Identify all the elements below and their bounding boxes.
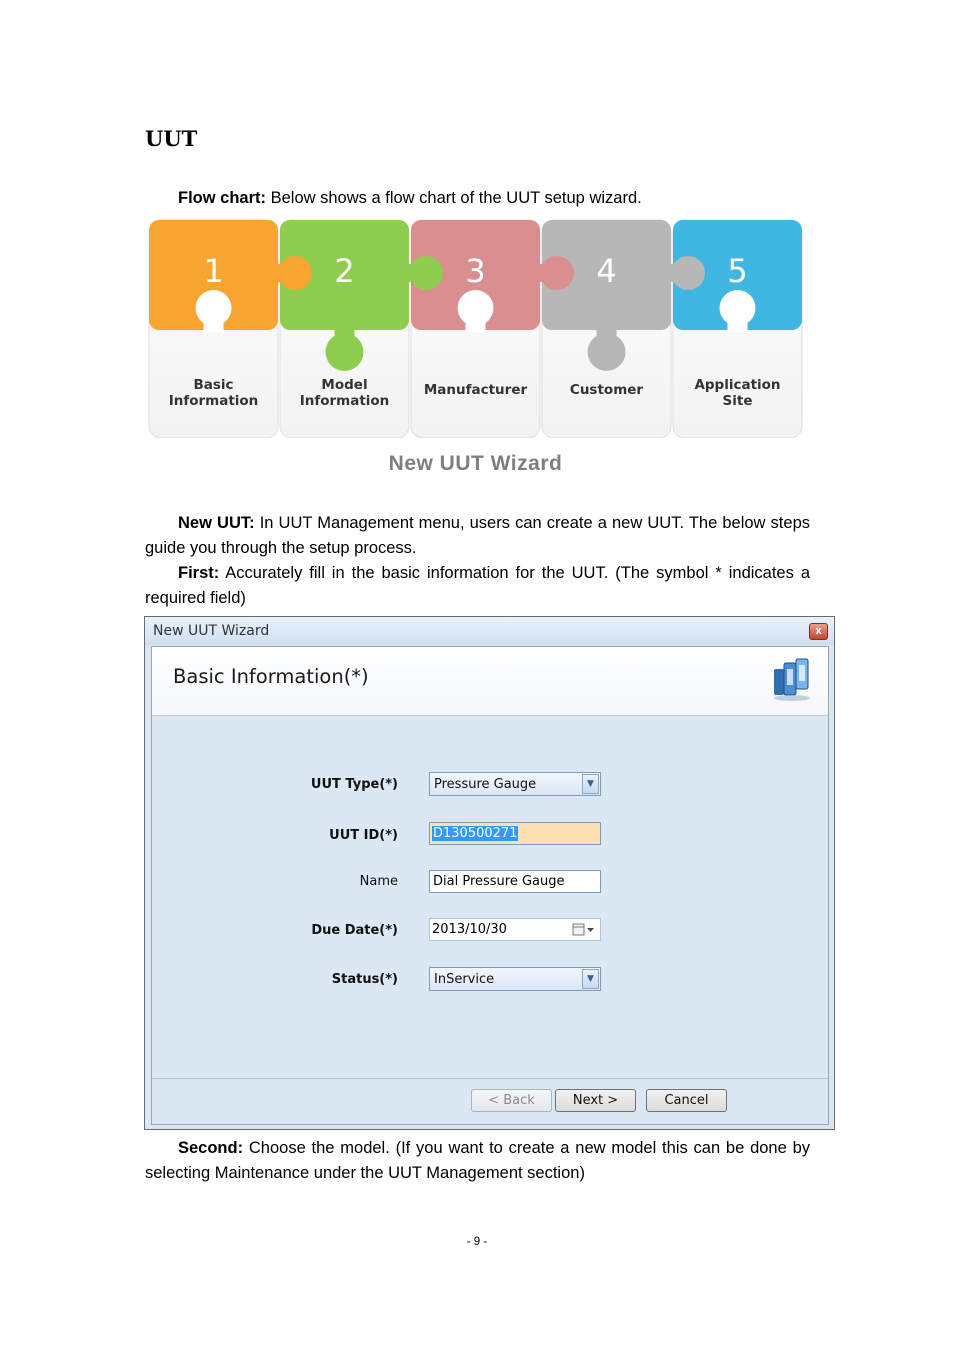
- name-input[interactable]: [429, 870, 601, 893]
- flow-step-label: Site: [722, 393, 753, 409]
- flow-connector-knob: [409, 256, 443, 290]
- new-uut-paragraph: [145, 511, 810, 561]
- wizard-step-title: Basic Information(*): [173, 665, 369, 688]
- uut-type-select[interactable]: [429, 772, 601, 796]
- section-heading: UUT: [145, 126, 198, 151]
- close-icon: x: [815, 625, 822, 637]
- flow-step-label: Information: [168, 393, 259, 409]
- flow-step-socket-neck: [466, 308, 486, 332]
- flow-step-number: 2: [334, 252, 355, 290]
- status-value: InService: [434, 972, 495, 987]
- flow-chart-caption: New UUT Wizard: [388, 452, 563, 475]
- wizard-logo-icon: [766, 653, 816, 703]
- uut-id-label: UUT ID(*): [329, 828, 398, 843]
- name-label: Name: [359, 874, 398, 889]
- status-select[interactable]: [429, 967, 601, 991]
- close-button[interactable]: [809, 623, 828, 640]
- dialog-titlebar[interactable]: [145, 617, 834, 645]
- next-button[interactable]: Next >: [555, 1089, 636, 1112]
- due-date-label: Due Date(*): [311, 923, 398, 938]
- flow-connector-knob: [278, 256, 312, 290]
- flow-chart-text: Below shows a flow chart of the UUT setup wizard.: [266, 189, 642, 207]
- flow-step-label: Application: [694, 377, 781, 393]
- footer-divider: [152, 1078, 828, 1079]
- calendar-icon[interactable]: [572, 923, 596, 937]
- flow-step-socket-neck: [728, 308, 748, 332]
- first-step-paragraph: [145, 561, 810, 611]
- flow-step-label: Information: [299, 393, 390, 409]
- uut-wizard-flow-chart: [148, 218, 804, 438]
- new-uut-text: In UUT Management menu, users can create a new UUT. The below steps guide you through the setup process.: [145, 514, 810, 557]
- wizard-header: [152, 647, 828, 716]
- flow-connector-knob: [540, 256, 574, 290]
- cancel-button[interactable]: Cancel: [646, 1089, 727, 1112]
- flow-step-number: 5: [727, 252, 748, 290]
- flow-step-socket-neck: [204, 308, 224, 332]
- first-step-label: First:: [178, 564, 220, 582]
- back-button[interactable]: < Back: [471, 1089, 552, 1112]
- chevron-down-icon[interactable]: ▼: [582, 774, 599, 794]
- flow-step-tab: [326, 333, 364, 371]
- second-step-label: Second:: [178, 1139, 244, 1157]
- new-uut-label: New UUT:: [178, 514, 255, 532]
- due-date-picker[interactable]: [429, 918, 601, 941]
- dialog-body: [151, 646, 829, 1125]
- uut-id-input[interactable]: [429, 822, 601, 845]
- status-label: Status(*): [331, 972, 398, 987]
- second-step-text: Choose the model. (If you want to create a new model this can be done by selecting Maintenance under the UUT Management section): [145, 1139, 810, 1182]
- flow-step-tab: [588, 333, 626, 371]
- uut-id-value: D130500271: [433, 826, 518, 841]
- flow-connector-knob: [671, 256, 705, 290]
- flow-step-number: 4: [596, 252, 617, 290]
- second-step-paragraph: [145, 1136, 810, 1186]
- flow-step-label: Customer: [569, 382, 644, 398]
- dialog-title: New UUT Wizard: [153, 623, 270, 639]
- flow-chart-intro: [145, 186, 810, 211]
- flow-step-label: Manufacturer: [423, 382, 528, 398]
- chevron-down-icon[interactable]: ▼: [582, 969, 599, 989]
- flow-step-number: 3: [465, 252, 486, 290]
- flow-step-number: 1: [203, 252, 224, 290]
- due-date-value: 2013/10/30: [432, 922, 507, 937]
- uut-type-label: UUT Type(*): [310, 777, 398, 792]
- flow-chart-label: Flow chart:: [178, 189, 267, 207]
- name-value: Dial Pressure Gauge: [433, 874, 565, 889]
- flow-step-label: Model: [321, 377, 368, 393]
- page-number: - 9 -: [466, 1236, 488, 1248]
- first-step-text: Accurately fill in the basic information for the UUT. (The symbol * indicates a required field): [145, 564, 810, 607]
- new-uut-wizard-dialog: [144, 616, 835, 1130]
- flow-step-label: Basic: [193, 377, 234, 393]
- uut-type-value: Pressure Gauge: [434, 777, 537, 792]
